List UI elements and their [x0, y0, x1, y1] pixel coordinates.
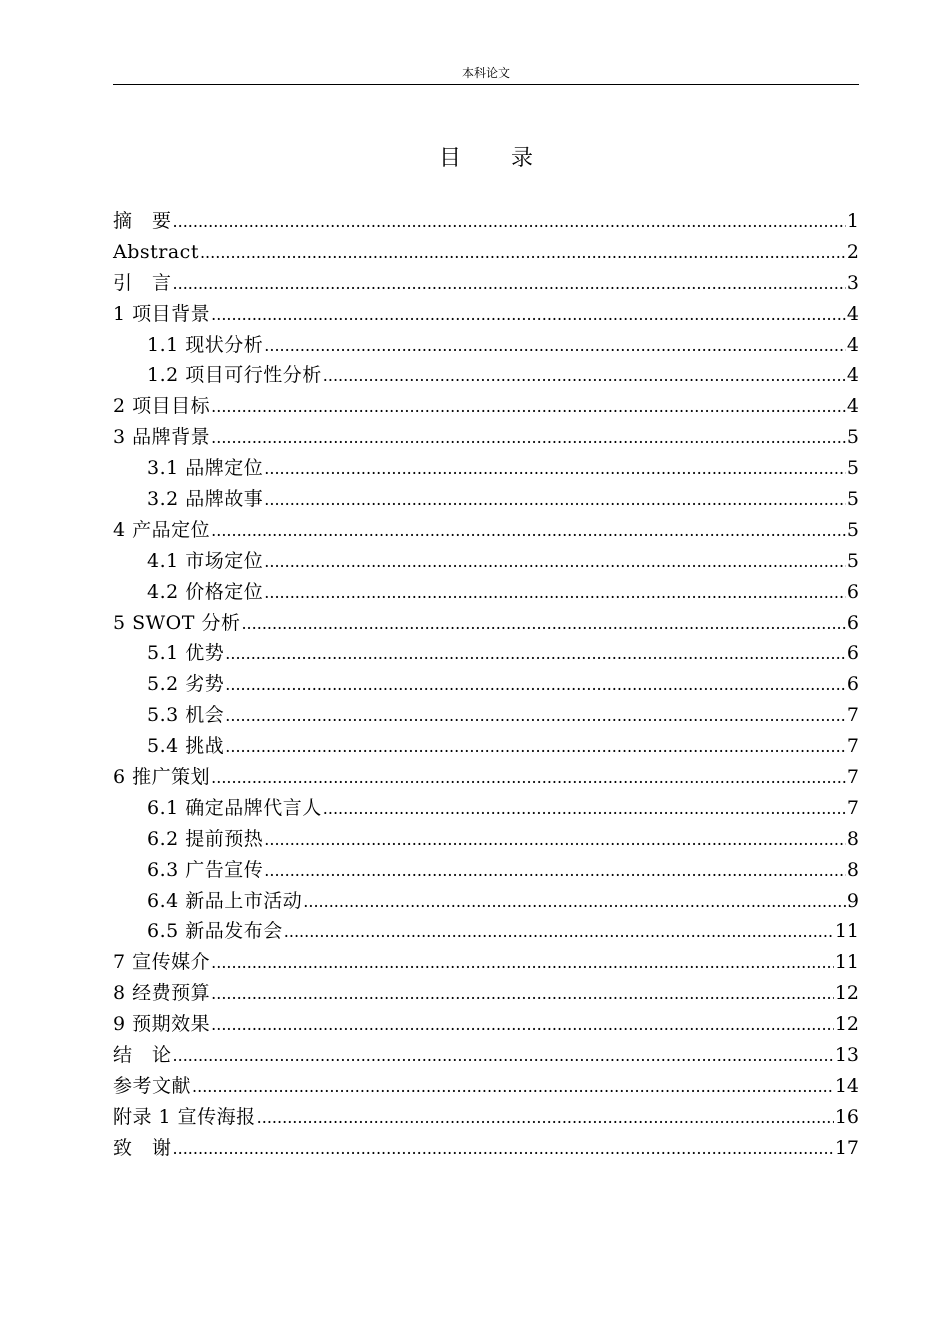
toc-title: 目 录	[438, 146, 547, 171]
toc-entry-page-number: 6	[846, 673, 859, 696]
toc-dot-leader	[264, 454, 846, 484]
toc-entry-page-number: 7	[846, 796, 859, 819]
toc-entry-label: 4.1 市场定位	[147, 549, 264, 572]
toc-entry-page-number: 5	[846, 457, 859, 480]
toc-dot-leader	[225, 701, 846, 731]
toc-dot-leader	[211, 979, 834, 1009]
toc-entry[interactable]	[113, 700, 859, 731]
toc-dot-leader	[211, 948, 834, 978]
toc-entry-page-number: 12	[834, 982, 859, 1005]
toc-entry-label: 7 宣传媒介	[113, 951, 211, 974]
toc-dot-leader	[264, 485, 846, 515]
toc-dot-leader	[264, 547, 846, 577]
toc-entry-page-number: 7	[846, 704, 859, 727]
toc-entry-page-number: 11	[834, 951, 859, 974]
toc-entry-label: 附录 1 宣传海报	[113, 1105, 256, 1128]
toc-entry-label: 6.2 提前预热	[147, 827, 264, 850]
toc-entry-label: 摘 要	[113, 210, 172, 232]
toc-dot-leader	[211, 392, 846, 422]
toc-entry-label: 致 谢	[113, 1136, 172, 1159]
toc-entry[interactable]	[113, 391, 859, 422]
toc-entry-label: 5.4 挑战	[147, 735, 225, 758]
toc-entry-label: 6.5 新品发布会	[147, 920, 283, 943]
table-of-contents	[113, 206, 859, 1164]
toc-entry-label: 8 经费预算	[113, 982, 211, 1005]
toc-entry[interactable]	[113, 1071, 859, 1102]
toc-entry-label: 3.2 品牌故事	[147, 488, 264, 511]
toc-entry-page-number: 14	[834, 1074, 859, 1097]
toc-entry[interactable]	[113, 762, 859, 793]
toc-entry-label: 5.3 机会	[147, 704, 225, 727]
toc-entry-page-number: 3	[846, 271, 859, 294]
toc-dot-leader	[173, 1134, 834, 1164]
toc-entry-label: 3 品牌背景	[113, 426, 211, 449]
toc-entry-label: 5 SWOT 分析	[113, 611, 241, 634]
toc-dot-leader	[225, 670, 846, 700]
toc-dot-leader	[264, 578, 846, 608]
toc-entry-page-number: 17	[834, 1136, 859, 1159]
toc-dot-leader	[257, 1103, 834, 1133]
toc-entry-page-number: 4	[846, 364, 859, 387]
toc-entry[interactable]	[113, 1102, 859, 1133]
toc-entry[interactable]	[113, 1009, 859, 1040]
toc-entry-page-number: 6	[846, 642, 859, 665]
toc-entry[interactable]	[113, 855, 859, 886]
toc-entry-label: 6.4 新品上市活动	[147, 889, 303, 912]
toc-entry-label: 1.2 项目可行性分析	[147, 364, 322, 387]
toc-entry[interactable]	[113, 669, 859, 700]
toc-entry[interactable]	[113, 1040, 859, 1071]
toc-entry[interactable]	[113, 947, 859, 978]
toc-dot-leader	[264, 856, 846, 886]
header-text: 本科论文	[461, 66, 510, 80]
toc-dot-leader	[303, 887, 846, 917]
toc-entry-page-number: 5	[846, 518, 859, 541]
toc-entry-page-number: 4	[846, 395, 859, 418]
toc-dot-leader	[211, 516, 846, 546]
toc-entry[interactable]	[113, 515, 859, 546]
toc-entry-page-number: 6	[846, 580, 859, 603]
toc-entry-page-number: 11	[834, 920, 859, 943]
page-header	[113, 64, 859, 85]
toc-dot-leader	[284, 917, 834, 947]
toc-entry[interactable]	[113, 546, 859, 577]
toc-entry[interactable]	[113, 330, 859, 361]
toc-entry-label: 9 预期效果	[113, 1013, 211, 1036]
toc-entry-page-number: 9	[846, 889, 859, 912]
toc-entry[interactable]	[113, 1133, 859, 1164]
toc-entry[interactable]	[113, 886, 859, 917]
toc-entry[interactable]	[113, 422, 859, 453]
toc-entry-page-number: 7	[846, 766, 859, 789]
toc-entry[interactable]	[113, 268, 859, 299]
toc-dot-leader	[200, 238, 846, 268]
toc-dot-leader	[211, 423, 846, 453]
toc-entry-page-number: 4	[846, 302, 859, 325]
toc-dot-leader	[323, 794, 846, 824]
toc-entry-page-number: 6	[846, 611, 859, 634]
toc-entry-label: 6.3 广告宣传	[147, 858, 264, 881]
toc-dot-leader	[211, 763, 846, 793]
toc-entry[interactable]	[113, 978, 859, 1009]
toc-entry-page-number: 8	[846, 827, 859, 850]
toc-entry-label: 5.2 劣势	[147, 673, 225, 696]
toc-entry-page-number: 7	[846, 735, 859, 758]
toc-entry-label: Abstract	[113, 240, 199, 263]
toc-entry-page-number: 8	[846, 858, 859, 881]
toc-dot-leader	[211, 1010, 834, 1040]
toc-entry-label: 5.1 优势	[147, 642, 225, 665]
toc-entry-label: 4.2 价格定位	[147, 580, 264, 603]
toc-dot-leader	[264, 825, 846, 855]
toc-entry[interactable]	[113, 916, 859, 947]
toc-dot-leader	[225, 639, 846, 669]
toc-entry-label: 6.1 确定品牌代言人	[147, 796, 322, 819]
toc-entry-page-number: 12	[834, 1013, 859, 1036]
toc-entry[interactable]	[113, 360, 859, 391]
toc-entry-page-number: 5	[846, 488, 859, 511]
toc-dot-leader	[323, 361, 846, 391]
toc-entry-page-number: 16	[834, 1105, 859, 1128]
toc-entry[interactable]	[113, 793, 859, 824]
toc-entry-page-number: 4	[846, 333, 859, 356]
toc-entry-label: 1.1 现状分析	[147, 333, 264, 356]
toc-entry[interactable]	[113, 608, 859, 639]
toc-dot-leader	[192, 1072, 834, 1102]
toc-entry-page-number: 5	[846, 426, 859, 449]
toc-entry-page-number: 5	[846, 549, 859, 572]
toc-dot-leader	[241, 609, 845, 639]
toc-entry-label: 3.1 品牌定位	[147, 457, 264, 480]
toc-dot-leader	[173, 1041, 834, 1071]
toc-entry-label: 4 产品定位	[113, 518, 211, 541]
toc-entry-label: 2 项目目标	[113, 395, 211, 418]
toc-entry-label: 引 言	[113, 271, 172, 294]
toc-entry[interactable]	[113, 484, 859, 515]
toc-entry[interactable]	[113, 731, 859, 762]
toc-entry[interactable]	[113, 206, 859, 237]
toc-dot-leader	[211, 300, 846, 330]
toc-entry[interactable]	[113, 638, 859, 669]
toc-dot-leader	[264, 331, 846, 361]
toc-entry[interactable]	[113, 577, 859, 608]
toc-entry-page-number: 1	[846, 210, 859, 232]
toc-entry[interactable]	[113, 237, 859, 268]
toc-entry[interactable]	[113, 824, 859, 855]
toc-dot-leader	[173, 269, 846, 299]
toc-entry-label: 参考文献	[113, 1074, 192, 1097]
toc-entry[interactable]	[113, 299, 859, 330]
toc-entry-label: 6 推广策划	[113, 766, 211, 789]
toc-entry-label: 结 论	[113, 1044, 172, 1067]
toc-entry[interactable]	[113, 453, 859, 484]
toc-dot-leader	[173, 207, 846, 237]
toc-entry-label: 1 项目背景	[113, 302, 211, 325]
toc-entry-page-number: 13	[834, 1044, 859, 1067]
toc-dot-leader	[225, 732, 846, 762]
toc-entry-page-number: 2	[846, 240, 859, 263]
